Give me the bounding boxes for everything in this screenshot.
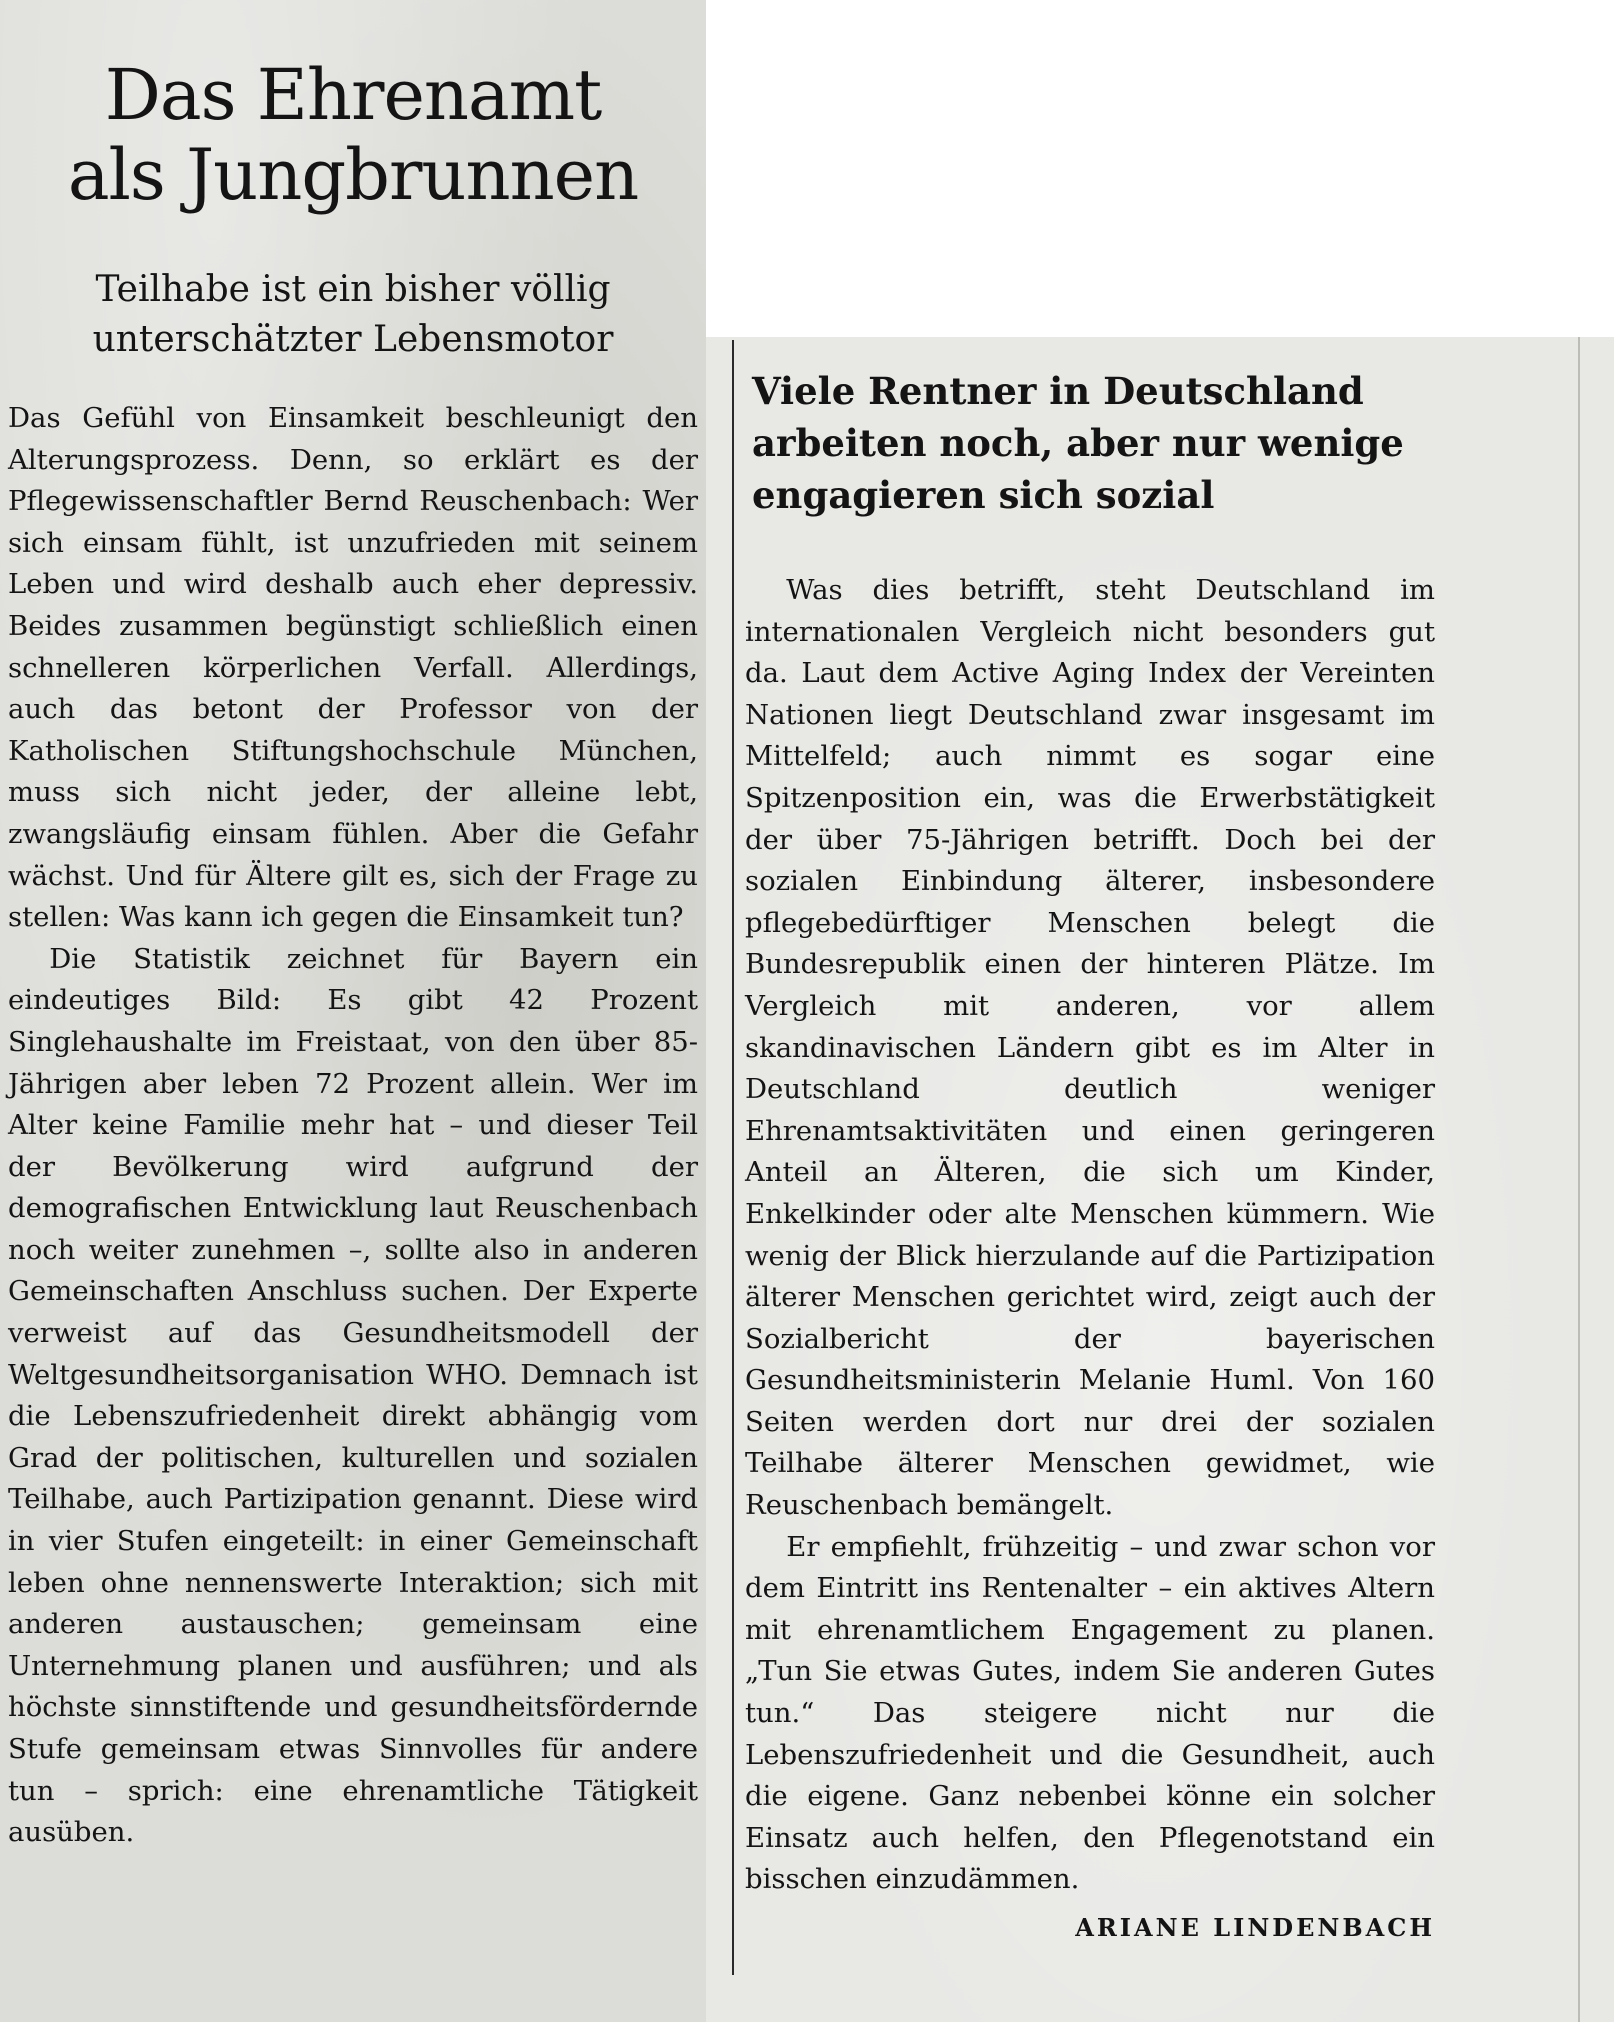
article-subheadline	[0, 265, 706, 365]
kicker-line-1: Viele Rentner in Deutschland	[752, 369, 1364, 413]
paragraph-4	[745, 1527, 1435, 1942]
right-text-column	[745, 570, 1435, 1949]
author-byline: ARIANE LINDENBACH	[1075, 1913, 1435, 1942]
clipping-edge	[1578, 337, 1580, 2022]
paragraph-3: Was dies betrifft, steht Deutschland im internationalen Vergleich nicht besonders gut da. Laut dem Active Aging Index der Vereinten Nationen liegt Deutschland zwar insgesamt im Mittelfeld; auch nimmt es sogar eine Spitzenposition ein, was die Erwerbstätigkeit der über 75-Jährigen betrifft. Doch bei der sozialen Einbindung älterer, insbesondere pflegebedürftiger Menschen belegt die Bundesrepublik einen der hinteren Plätze. Im Vergleich mit anderen, vor allem skandinavischen Ländern gibt es im Alter in Deutschland deutlich weniger Ehrenamtsaktivitäten und einen geringeren Anteil an Älteren, die sich um Kinder, Enkelkinder oder alte Menschen kümmern. Wie wenig der Blick hierzulande auf die Partizipation älterer Menschen gerichtet wird, zeigt auch der Sozialbericht der bayerischen Gesundheitsministerin Melanie Huml. Von 160 Seiten werden dort nur drei der sozialen Teilhabe älterer Menschen gewidmet, wie Reuschenbach bemängelt.	[745, 574, 1435, 1522]
left-text-column	[8, 398, 698, 1854]
paragraph-4-text: Er empfiehlt, frühzeitig – und zwar schon vor dem Eintritt ins Rentenalter – ein aktives Altern mit ehrenamtlichem Engagement zu planen. „Tun Sie etwas Gutes, indem Sie anderen Gutes tun.“ Das steigere nicht nur die Lebenszufriedenheit und die Gesundheit, auch die eigene. Ganz nebenbei könne ein solcher Einsatz auch helfen, den Pflegenotstand ein bisschen einzudämmen.	[745, 1530, 1435, 1896]
column-divider	[732, 340, 734, 1975]
subheadline-line-2: unterschätzter Lebensmotor	[92, 319, 614, 360]
paragraph-2: Die Statistik zeichnet für Bayern ein eindeutiges Bild: Es gibt 42 Prozent Singlehaushalte im Freistaat, von den über 85-Jährigen aber leben 72 Prozent allein. Wer im Alter keine Familie mehr hat – und dieser Teil der Bevölkerung wird aufgrund der demografischen Entwicklung laut Reuschenbach noch weiter zunehmen –, sollte also in anderen Gemeinschaften Anschluss suchen. Der Experte verweist auf das Gesundheitsmodell der Weltgesundheitsorganisation WHO. Demnach ist die Lebenszufriedenheit direkt abhängig vom Grad der politischen, kulturellen und sozialen Teilhabe, auch Partizipation genannt. Diese wird in vier Stufen eingeteilt: in einer Gemeinschaft leben ohne nennenswerte Interaktion; sich mit anderen austauschen; gemeinsam eine Unternehmung planen und ausführen; und als höchste sinnstiftende und gesundheitsfördernde Stufe gemeinsam etwas Sinnvolles für andere tun – sprich: eine ehrenamtliche Tätigkeit ausüben.	[8, 942, 698, 1849]
article-headline	[0, 55, 706, 215]
section-kicker	[752, 365, 1432, 521]
headline-line-2: als Jungbrunnen	[67, 134, 639, 216]
paragraph-1: Das Gefühl von Einsamkeit beschleunigt den Alterungsprozess. Denn, so erklärt es der Pflegewissenschaftler Bernd Reuschenbach: Wer sich einsam fühlt, ist unzufrieden mit seinem Leben und wird deshalb auch eher depressiv. Beides zusammen begünstigt schließlich einen schnelleren körperlichen Verfall. Allerdings, auch das betont der Professor von der Katholischen Stiftungshochschule München, muss sich nicht jeder, der alleine lebt, zwangsläufig einsam fühlen. Aber die Gefahr wächst. Und für Ältere gilt es, sich der Frage zu stellen: Was kann ich gegen die Einsamkeit tun?	[8, 402, 698, 934]
headline-line-1: Das Ehrenamt	[104, 54, 602, 136]
subheadline-line-1: Teilhabe ist ein bisher völlig	[95, 269, 611, 310]
kicker-line-3: engagieren sich sozial	[752, 473, 1215, 517]
kicker-line-2: arbeiten noch, aber nur wenige	[752, 421, 1404, 465]
